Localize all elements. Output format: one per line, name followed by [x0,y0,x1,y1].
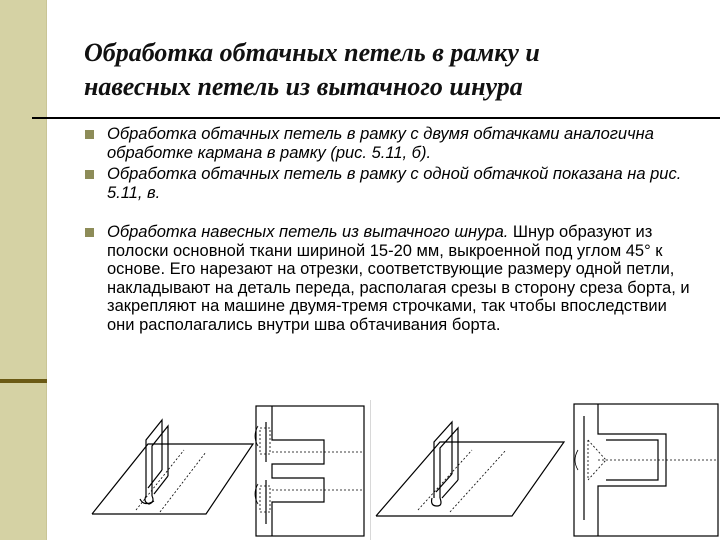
figure-area [88,400,720,540]
bullet-text: Обработка обтачных петель в рамку с двумя обтачками аналогична обработке кармана в рамку (рис. 5.11, б). [107,125,654,162]
square-bullet-icon [85,228,94,237]
title-divider [32,117,720,119]
square-bullet-icon [85,170,94,179]
slide-title [84,36,704,104]
figure-loops-two-facings [88,400,368,540]
fabric-fold-drawing [88,400,368,540]
bullet-item-1 [84,125,694,162]
bullet-lead: Обработка навесных петель из вытачного шнура. [107,223,509,241]
square-bullet-icon [85,130,94,139]
fabric-fold-drawing [374,400,720,540]
title-line-1: Обработка обтачных петель в рамку и [84,38,540,67]
bullet-item-3 [84,223,694,334]
figure-loop-one-facing [374,400,720,540]
bullet-list [84,125,694,334]
figure-divider [370,400,371,540]
title-line-2: навесных петель из вытачного шнура [84,72,523,101]
bullet-text: Шнур образуют из полоски основной ткани шириной 15-20 мм, выкроенной под углом 45° к основе. Его нарезают на отрезки, соответствующие размеру одной петли, накладывают на деталь переда, располагая срезы в сторону среза борта, и закрепляют на машине двумя-тремя строчками, так чтобы впоследствии они располагались внутри шва обтачивания борта. [107,223,690,334]
slide-side-bar [0,0,47,540]
bullet-item-2 [84,165,694,202]
side-bar-rule [0,379,47,383]
bullet-text: Обработка обтачных петель в рамку с одной обтачкой показана на рис. 5.11, в. [107,165,682,202]
